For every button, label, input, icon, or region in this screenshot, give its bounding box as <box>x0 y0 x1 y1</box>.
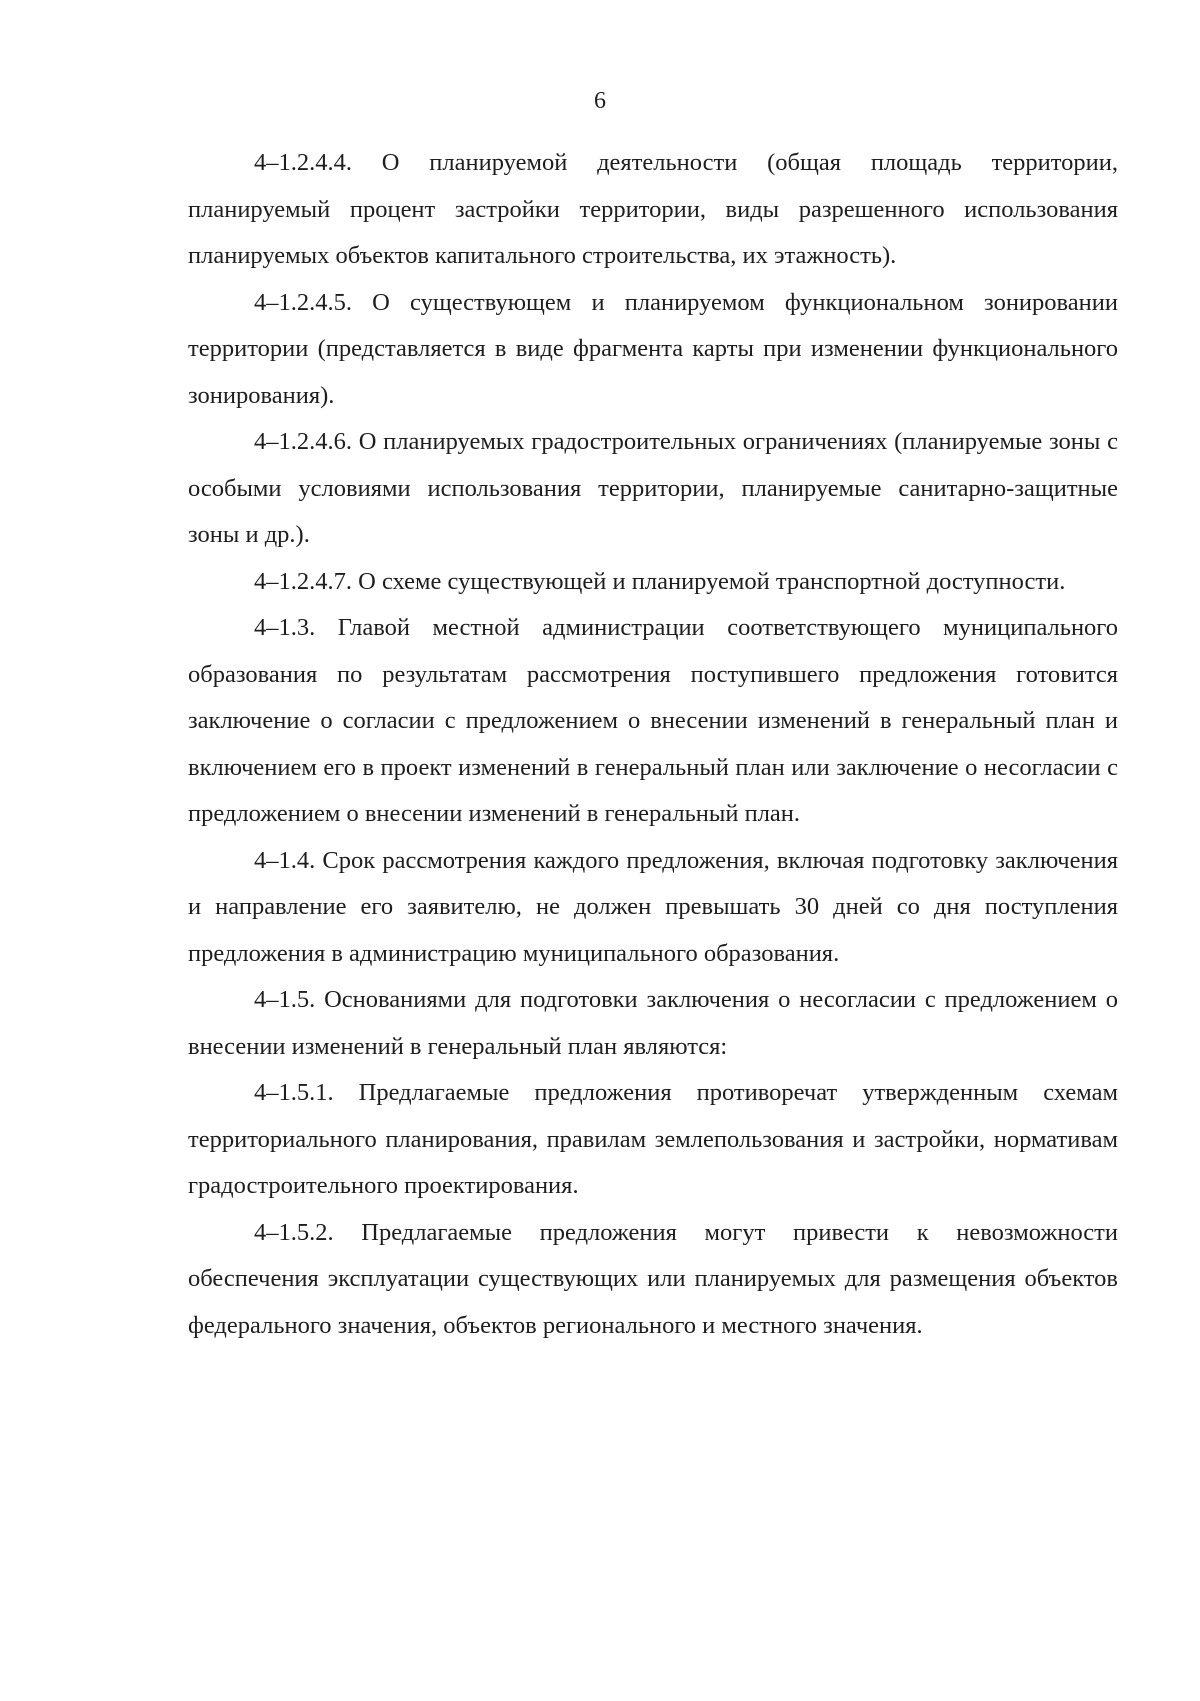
page-number: 6 <box>594 88 606 114</box>
document-body <box>188 140 1118 1349</box>
paragraph-4-1-3: 4–1.3. Главой местной администрации соответствующего муниципального образования по результатам рассмотрения поступившего предложения готовится заключение о согласии с предложением о внесении изменений в генеральный план и включением его в проект изменений в генеральный план или заключение о несогласии с предложением о внесении изменений в генеральный план. <box>188 614 1118 827</box>
paragraph-4-1-2-4-7: 4–1.2.4.7. О схеме существующей и планируемой транспортной доступности. <box>254 567 1066 595</box>
paragraph-4-1-5-2: 4–1.5.2. Предлагаемые предложения могут привести к невозможности обеспечения эксплуатации существующих или планируемых для размещения объектов федерального значения, объектов регионального и местного значения. <box>188 1218 1118 1339</box>
paragraph-4-1-2-4-6: 4–1.2.4.6. О планируемых градостроительных ограничениях (планируемые зоны с особыми условиями использования территории, планируемые санитарно-защитные зоны и др.). <box>188 428 1118 548</box>
paragraph-4-1-5-1: 4–1.5.1. Предлагаемые предложения противоречат утвержденным схемам территориального планирования, правилам землепользования и застройки, нормативам градостроительного проектирования. <box>188 1079 1118 1199</box>
paragraph-4-1-2-4-4: 4–1.2.4.4. О планируемой деятельности (общая площадь территории, планируемый процент застройки территории, виды разрешенного использования планируемых объектов капитального строительства, их этажность). <box>188 149 1118 269</box>
paragraph-4-1-2-4-5: 4–1.2.4.5. О существующем и планируемом функциональном зонировании территории (представляется в виде фрагмента карты при изменении функционального зонирования). <box>188 288 1118 409</box>
paragraph-4-1-4: 4–1.4. Срок рассмотрения каждого предложения, включая подготовку заключения и направление его заявителю, не должен превышать 30 дней со дня поступления предложения в администрацию муниципального образования. <box>188 846 1118 967</box>
paragraph-4-1-5: 4–1.5. Основаниями для подготовки заключения о несогласии с предложением о внесении изменений в генеральный план являются: <box>188 986 1118 1060</box>
